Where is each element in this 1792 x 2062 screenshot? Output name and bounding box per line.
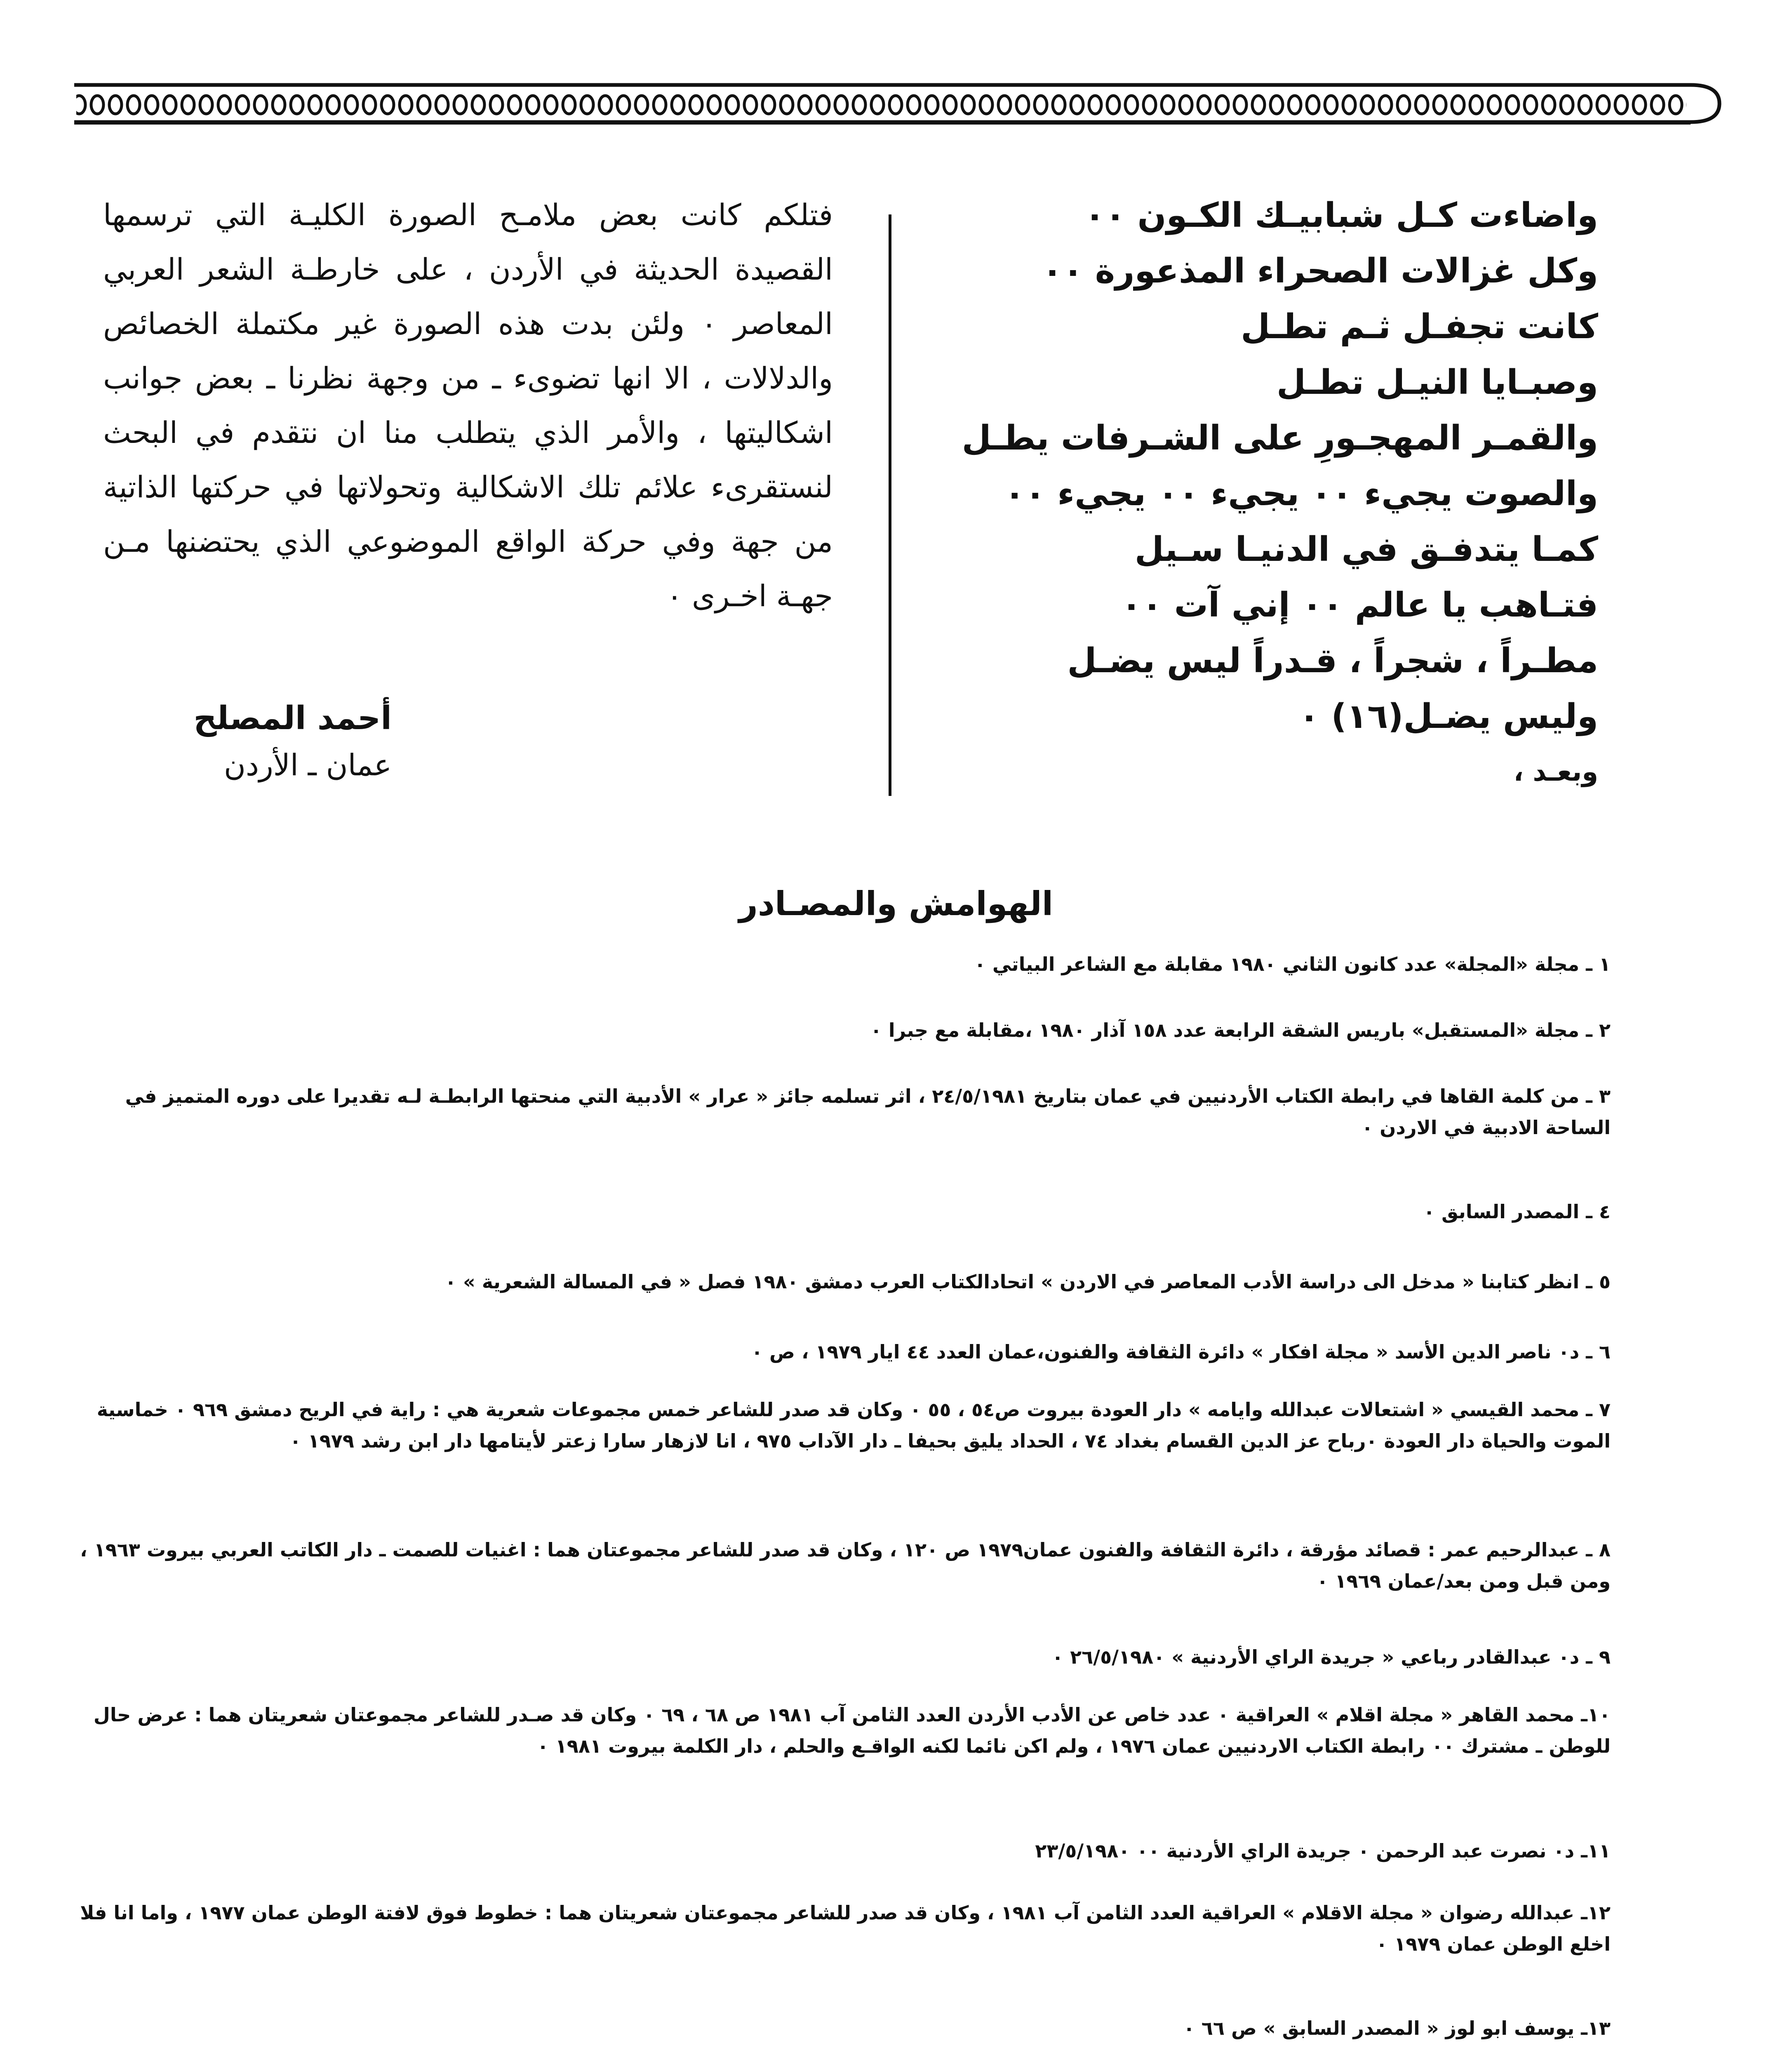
poem-line: كمـا يتدفـق في الدنيـا سـيل <box>1134 530 1598 569</box>
poem-line: وليس يضـل(١٦) ٠ <box>1298 697 1598 736</box>
note-item: ٦ ـ د٠ ناصر الدين الأسد « مجلة افكار » دائرة الثقافة والفنون،عمان العدد ٤٤ ايار ١٩٧٩ ، ص ٠ <box>751 1341 1611 1363</box>
poem-line: كانت تجفـل ثـم تطـل <box>1241 307 1598 346</box>
note-item: ٨ ـ عبدالرحيم عمر : قصائد مؤرقة ، دائرة الثقافة والفنون عمان١٩٧٩ ص ١٢٠ ، وكان قد صدر للشاعر مجموعتان هما : اغنيات للصمت ـ دار الكاتب العربي بيروت ١٩٦٣ ، ومن قبل ومن بعد/عمان ١٩٦٩ ٠ <box>80 1539 1611 1592</box>
prose-paragraph: فتلكم كانت بعض ملامـح الصورة الكليـة التي ترسمها القصيدة الحديثة في الأردن ، على خارطـة الشعر العربي المعاصر ٠ ولئن بدت هذه الصورة غير مكتملة الخصائص والدلالات ، الا انها تضوىء ـ من وجهة نظرنا ـ بعض جوانب اشكاليتها ، والأمر الذي يتطلب منا ان نتقدم في البحث لنستقرىء علائم تلك الاشكالية وتحولاتها في حركتها الذاتية من جهة وفي حركة الواقع الموضوعي الذي يحتضنها مـن جهـة اخـرى ٠ <box>103 198 833 613</box>
poem-line: وكل غزالات الصحراء المذعورة ٠٠ <box>1042 252 1598 291</box>
poem-line: وصبـايا النيـل تطـل <box>1276 363 1598 402</box>
note-item: ١٠ـ محمد القاهر « مجلة اقلام » العراقية ٠ عدد خاص عن الأدب الأردن العدد الثامن آب ١٩٨١ ص ٦٨ ، ٦٩ ٠ وكان قد صـدر للشاعر مجموعتان شعريتان هما : عرض حال للوطن ـ مشترك ٠٠ رابطة الكتاب الاردنيين عمان ١٩٧٦ ، ولم اكن نائما لكنه الواقـع والحلم ، دار الكلمة بيروت ١٩٨١ ٠ <box>93 1704 1611 1757</box>
poem-line: وبعـد ، <box>1513 757 1598 787</box>
note-item: ٩ ـ د٠ عبدالقادر رباعي « جريدة الراي الأردنية » ٢٦/٥/١٩٨٠ ٠ <box>1052 1646 1611 1668</box>
poem-line: والقمـر المهجـورِ على الشـرفات يطـل <box>962 419 1598 458</box>
note-item: ١١ـ د٠ نصرت عبد الرحمن ٠ جريدة الراي الأردنية ٠٠ ٢٣/٥/١٩٨٠ <box>1035 1840 1611 1862</box>
author-name: أحمد المصلح <box>193 700 392 737</box>
poem-line: فتـاهب يا عالم ٠٠ إني آت ٠٠ <box>1121 586 1598 625</box>
decorative-top-border <box>70 77 1724 130</box>
note-item: ٧ ـ محمد القيسي « اشتعالات عبدالله وايامه » دار العودة بيروت ص٥٤ ، ٥٥ ٠ وكان قد صدر للشاعر خمس مجموعات شعرية هي : راية في الريح دمشق ٩٦٩ ٠ خماسية الموت والحياة دار العودة ٠رباح عز الدين القسام بغداد ٧٤ ، الحداد يليق بحيفا ـ دار الآداب ٩٧٥ ، انا لازهار سارا زعتر لأيتامها دار ابن رشد ١٩٧٩ ٠ <box>96 1398 1611 1452</box>
poem-line: والصوت يجيء ٠٠ يجيء ٠٠ يجيء ٠٠ <box>1004 474 1598 513</box>
author-place: عمان ـ الأردن <box>223 748 392 782</box>
author-signature <box>103 695 392 788</box>
note-item: ١٢ـ عبدالله رضوان « مجلة الاقلام » العراقية العدد الثامن آب ١٩٨١ ، وكان قد صدر للشاعر مجموعتان شعريتان هما : خطوط فوق لافتة الوطن عمان ١٩٧٧ ، واما انا فلا اخلع الوطن عمان ١٩٧٩ ٠ <box>80 1902 1611 1955</box>
note-item: ١ ـ مجلة «المجلة» عدد كانون الثاني ١٩٨٠ مقابلة مع الشاعر البياتي ٠ <box>974 953 1611 975</box>
note-item: ٢ ـ مجلة «المستقبل» باريس الشقة الرابعة عدد ١٥٨ آذار ١٩٨٠ ،مقابلة مع جبرا ٠ <box>870 1019 1611 1041</box>
note-item: ١٣ـ يوسف ابو لوز « المصدر السابق » ص ٦٦ ٠ <box>1183 2017 1611 2039</box>
column-divider <box>889 214 891 796</box>
notes-heading: الهوامش والمصـادر <box>738 885 1054 923</box>
note-item: ٤ ـ المصدر السابق ٠ <box>1423 1200 1611 1223</box>
note-item: ٥ ـ انظر كتابنا « مدخل الى دراسة الأدب المعاصر في الاردن » اتحادالكتاب العرب دمشق ١٩٨٠ فصل « في المسالة الشعرية » ٠ <box>444 1271 1611 1293</box>
poem-column <box>962 188 1598 800</box>
prose-column <box>103 188 833 623</box>
poem-line: واضاءت كـل شبابيـك الكـون ٠٠ <box>1084 196 1598 235</box>
poem-line: مطـراً ، شجراً ، قـدراً ليس يضـل <box>1067 641 1598 680</box>
note-item: ٣ ـ من كلمة القاها في رابطة الكتاب الأردنيين في عمان بتاريخ ٢٤/٥/١٩٨١ ، اثر تسلمه جائز « عرار » الأدبية التي منحتها الرابطـة لـه تقديرا على دوره المتميز في الساحة الادبية في الاردن ٠ <box>125 1085 1611 1139</box>
